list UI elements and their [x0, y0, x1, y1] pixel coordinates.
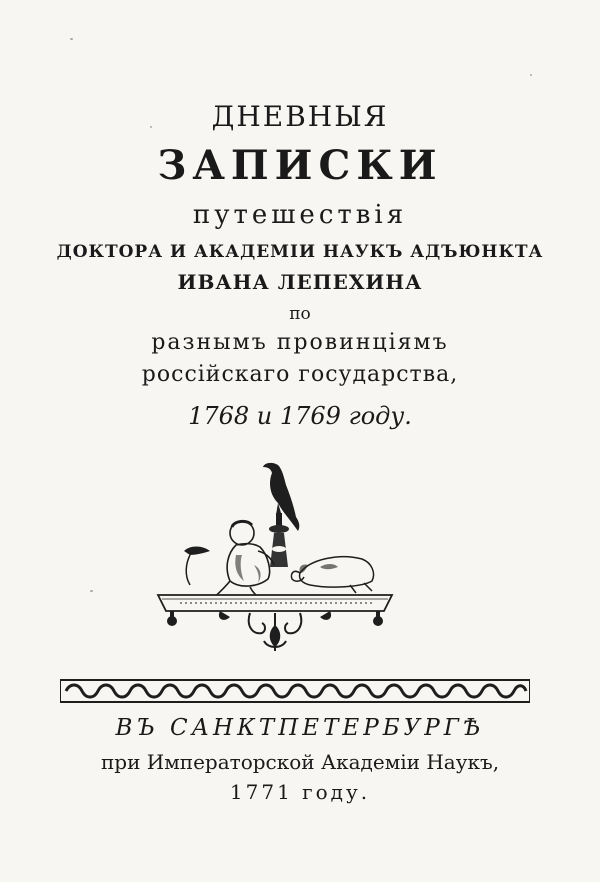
- imprint-year: 1771 году.: [229, 780, 371, 804]
- author-affiliation: ДОКТОРА И АКАДЕМІИ НАУКЪ АДЪЮНКТА: [56, 242, 544, 262]
- title-line-provinces: разнымъ провинціямъ: [151, 330, 449, 355]
- title-line-puteshestviya: путешествія: [192, 200, 408, 230]
- chain-border-icon: [60, 678, 530, 704]
- title-line-dnevnyya: ДНЕВНЫЯ: [211, 100, 389, 133]
- paper-speck: [70, 38, 73, 40]
- author-name: ИВАНА ЛЕПЕХИНА: [177, 270, 423, 294]
- imprint-city: ВЪ САНКТПЕТЕРБУРГѢ: [115, 715, 485, 741]
- cherub-eagle-dog-vignette-icon: [150, 455, 400, 660]
- paper-speck: [530, 74, 532, 76]
- imprint-publisher: при Императорской Академіи Наукъ,: [100, 750, 500, 774]
- title-line-zapiski: ЗАПИСКИ: [157, 142, 443, 189]
- title-line-years: 1768 и 1769 году.: [188, 402, 412, 430]
- title-line-state: россійскаго государства,: [141, 362, 459, 387]
- title-line-po: по: [289, 304, 311, 324]
- paper-speck: [90, 590, 93, 592]
- paper-speck: [150, 126, 152, 128]
